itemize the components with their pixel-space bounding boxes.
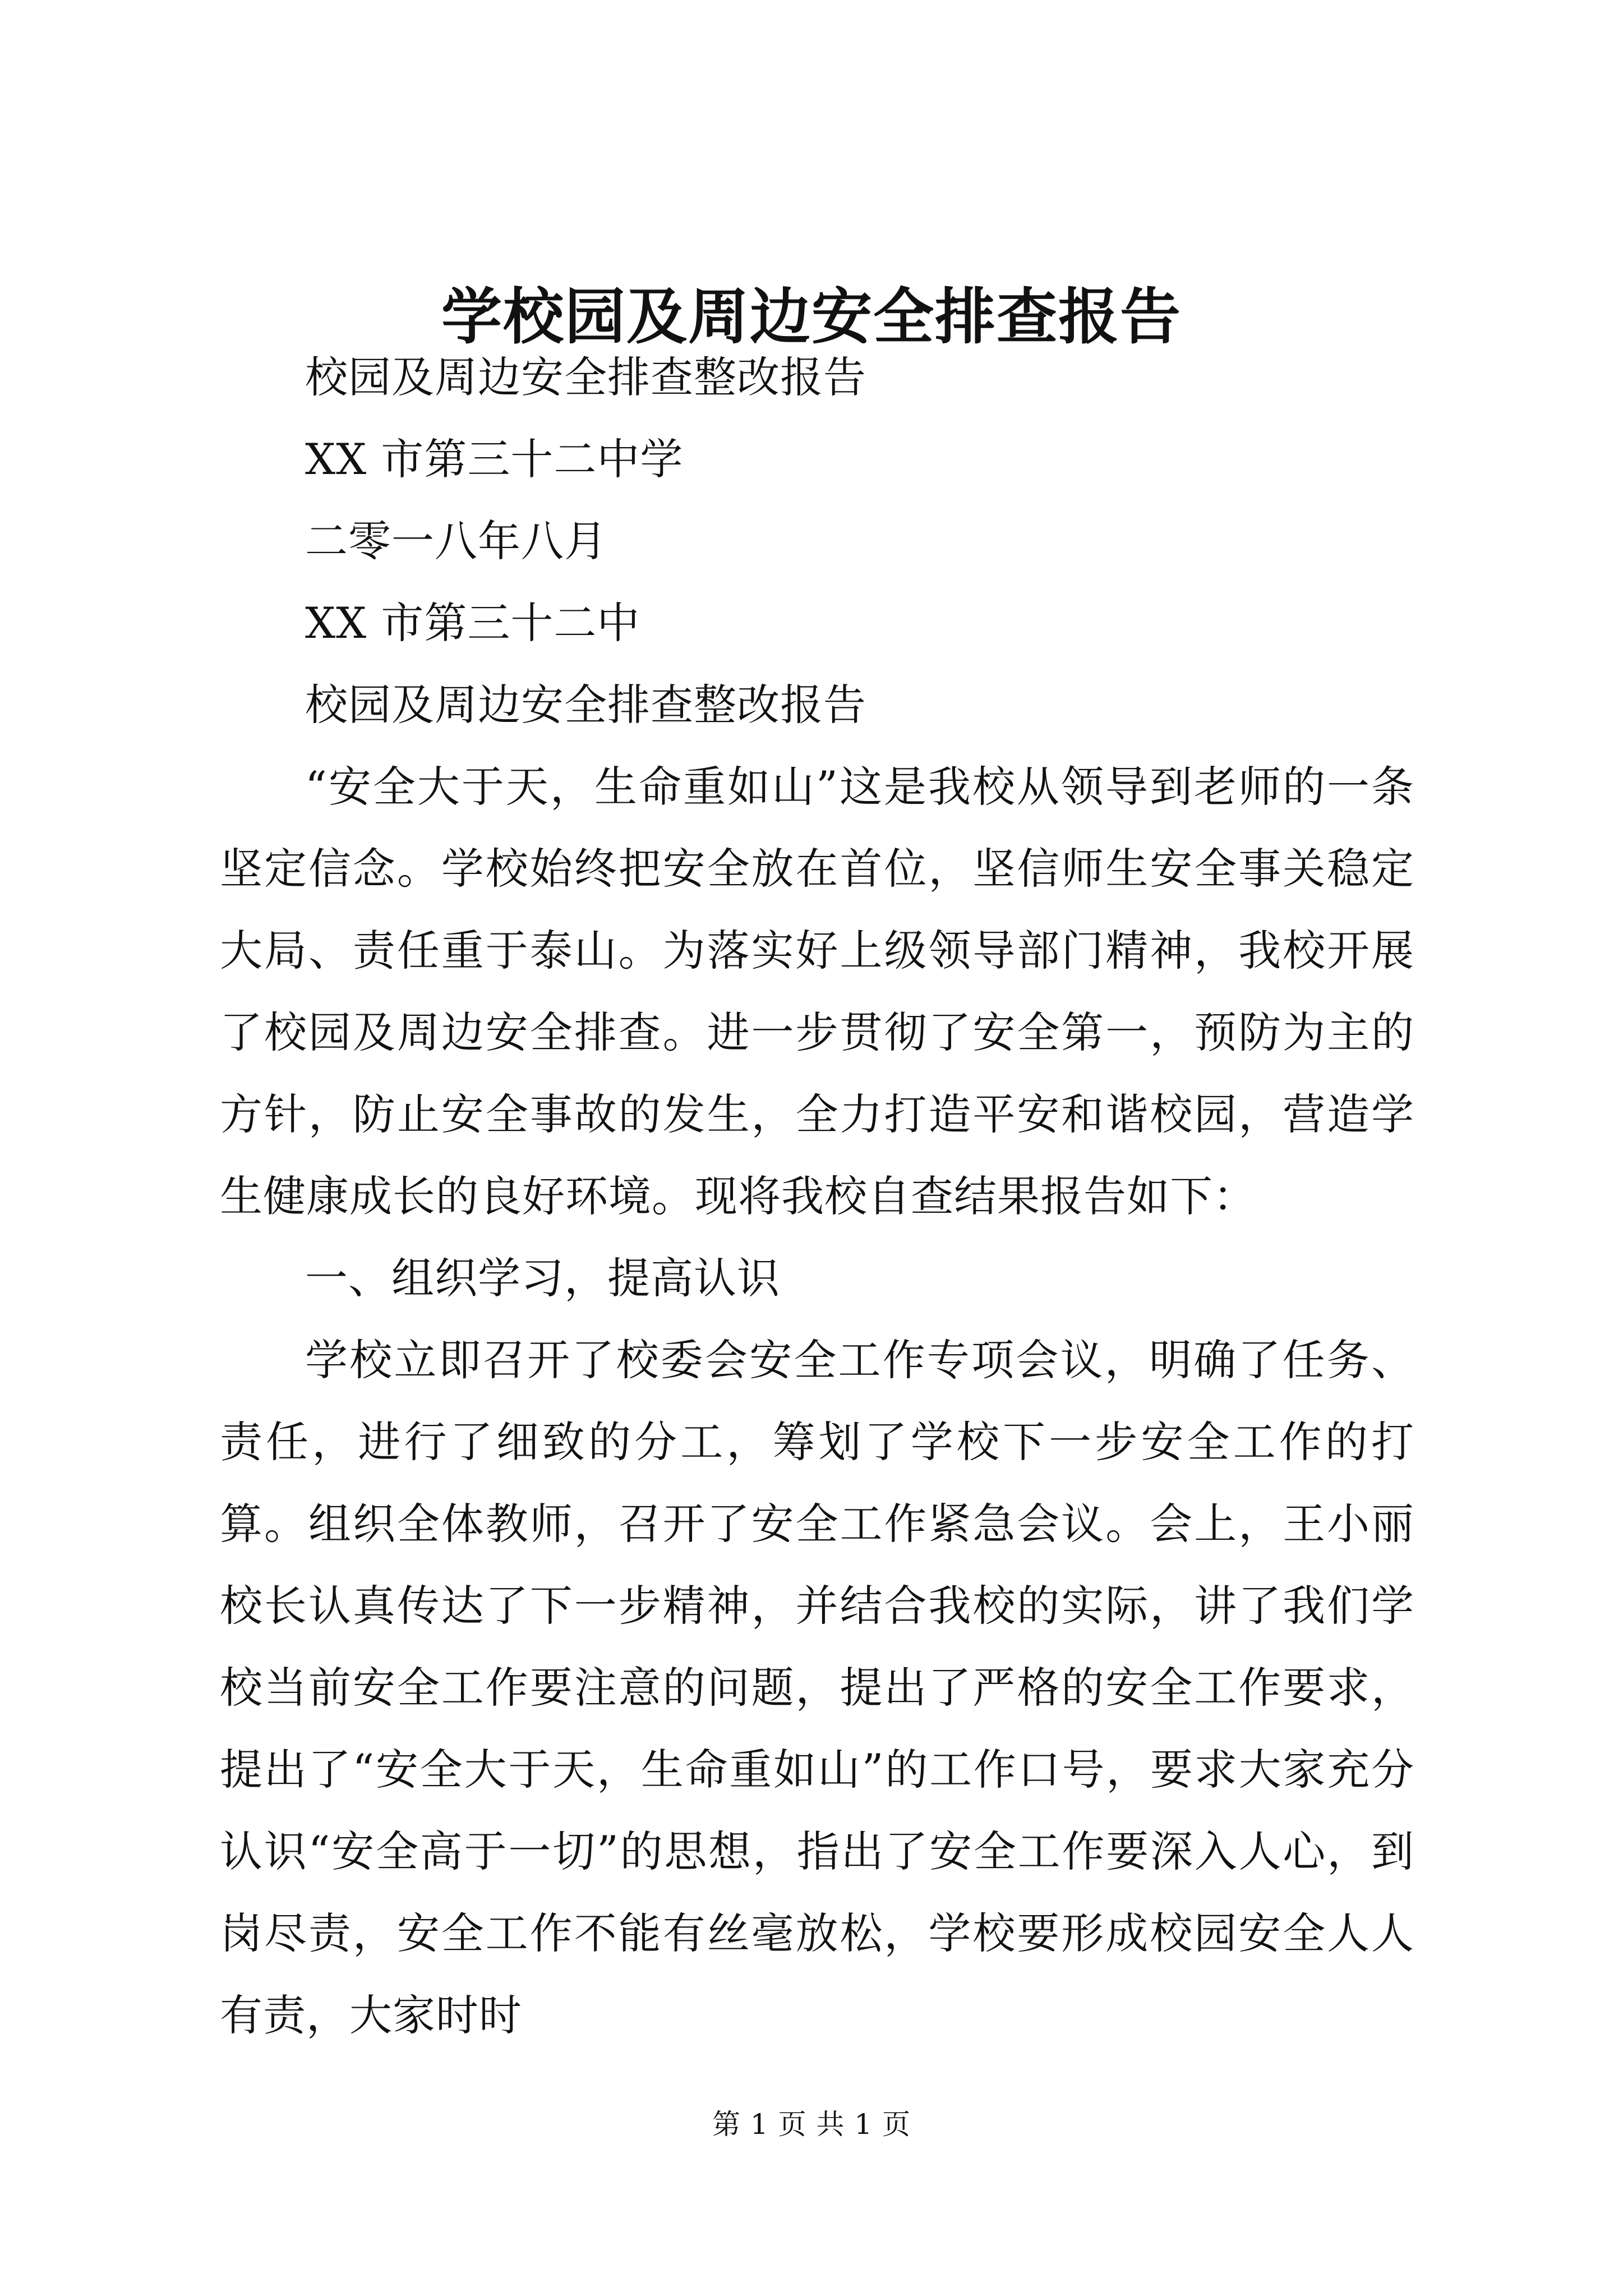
document-title: 学校园及周边安全排查报告 bbox=[441, 282, 1182, 352]
section-heading: 一、组织学习，提高认识 bbox=[305, 1253, 780, 1303]
header-line: XX 市第三十二中学 bbox=[305, 434, 684, 484]
header-line: 校园及周边安全排查整改报告 bbox=[305, 352, 866, 402]
document-body bbox=[220, 337, 1414, 2056]
page-footer: 第 1 页 共 1 页 bbox=[712, 2108, 911, 2141]
body-paragraph: “安全大于天，生命重如山”这是我校从领导到老师的一条坚定信念。学校始终把安全放在首位，坚信师生安全事关稳定大局、责任重于泰山。为落实好上级领导部门精神，我校开展了校园及周边安全排查。进一步贯彻了安全第一，预防为主的方针，防止安全事故的发生，全力打造平安和谐校园，营造学生健康成长的良好环境。现将我校自查结果报告如下： bbox=[220, 762, 1414, 1221]
header-line: 二零一八年八月 bbox=[305, 516, 607, 566]
header-line: 校园及周边安全排查整改报告 bbox=[305, 680, 866, 730]
body-paragraph: 学校立即召开了校委会安全工作专项会议，明确了任务、责任，进行了细致的分工，筹划了学校下一步安全工作的打算。组织全体教师，召开了安全工作紧急会议。会上，王小丽校长认真传达了下一步精神，并结合我校的实际，讲了我们学校当前安全工作要注意的问题，提出了严格的安全工作要求，提出了“安全大于天，生命重如山”的工作口号，要求大家充分认识“安全高于一切”的思想，指出了安全工作要深入人心，到岗尽责，安全工作不能有丝毫放松，学校要形成校园安全人人有责，大家时时 bbox=[220, 1335, 1414, 2040]
header-line: XX 市第三十二中 bbox=[305, 598, 640, 648]
